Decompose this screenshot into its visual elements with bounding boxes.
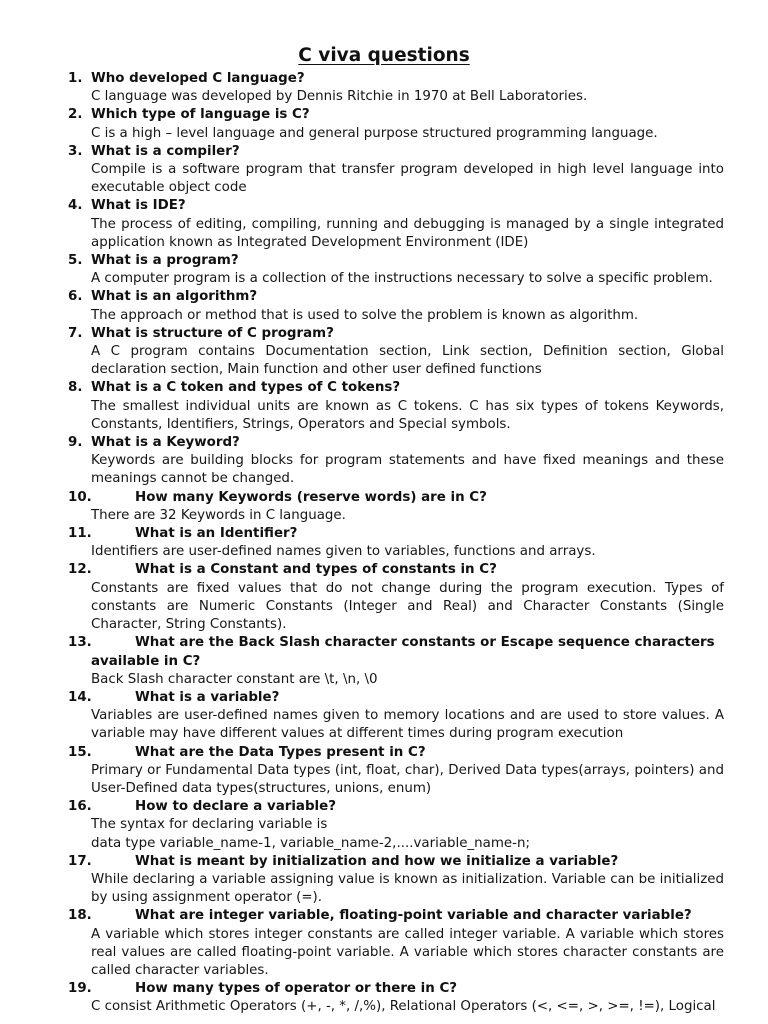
answer-text: C consist Arithmetic Operators (+, -, *, /,%), Relational Operators (<, <=, >, >=, !=), Logical — [91, 999, 716, 1015]
answer-text: The syntax for declaring variable is — [91, 817, 328, 833]
question-text: How to declare a variable? — [135, 799, 336, 815]
question-item — [0, 634, 768, 689]
question-item — [0, 379, 768, 434]
answer-text: The smallest individual units are known as C tokens. C has six types of tokens Keywords, Constants, Identifiers, Strings, Operators and Special symbols. — [91, 398, 724, 432]
question-heading — [0, 325, 768, 343]
question-text: What is a program? — [91, 253, 239, 269]
question-number: 6. — [68, 289, 83, 305]
question-heading — [0, 525, 768, 543]
question-number: 11. — [68, 526, 92, 542]
question-text: What is a Keyword? — [91, 435, 240, 451]
answer-text: A computer program is a collection of the instructions necessary to solve a specific problem. — [91, 271, 713, 287]
question-text: What is an algorithm? — [91, 289, 258, 305]
question-item — [0, 197, 768, 252]
question-item — [0, 288, 768, 324]
question-number: 5. — [68, 253, 83, 269]
question-text: How many types of operator or there in C? — [135, 981, 458, 997]
question-item — [0, 853, 768, 908]
question-number: 12. — [68, 562, 92, 578]
question-number: 19. — [68, 981, 92, 997]
question-text: What is a variable? — [135, 689, 280, 705]
answer-text: data type variable_name-1, variable_name-2,....variable_name-n; — [91, 835, 530, 851]
answer-text: Variables are user-defined names given to memory locations and are used to store values. A variable may have different values at different times during program execution — [91, 708, 724, 742]
answer-text: There are 32 Keywords in C language. — [91, 507, 346, 523]
question-item — [0, 525, 768, 561]
question-item — [0, 143, 768, 198]
question-number: 4. — [68, 198, 83, 214]
question-list — [0, 70, 768, 1017]
question-number: 16. — [68, 799, 92, 815]
answer-text: Compile is a software program that transfer program developed in high level language into executable object code — [91, 162, 724, 196]
answer-text: Keywords are building blocks for program statements and have fixed meanings and these meanings cannot be changed. — [91, 453, 724, 487]
question-item — [0, 325, 768, 380]
question-text: What are the Back Slash character constants or Escape sequence characters available in C? — [91, 635, 715, 669]
question-heading — [0, 798, 768, 816]
question-text: What is meant by initialization and how we initialize a variable? — [135, 853, 619, 869]
question-number: 14. — [68, 689, 92, 705]
question-heading — [0, 288, 768, 306]
question-heading — [0, 689, 768, 707]
question-text: What is a C token and types of C tokens? — [91, 380, 401, 396]
question-item — [0, 689, 768, 744]
question-heading — [0, 489, 768, 507]
question-heading — [0, 143, 768, 161]
question-number: 2. — [68, 107, 83, 123]
question-item — [0, 561, 768, 634]
answer-text: The approach or method that is used to solve the problem is known as algorithm. — [91, 307, 639, 323]
answer-text: While declaring a variable assigning value is known as initialization. Variable can be initialized by using assignment operator (=). — [91, 871, 724, 906]
question-heading — [0, 379, 768, 397]
answer-text: A C program contains Documentation section, Link section, Definition section, Global declaration section, Main function and other user defined functions — [91, 344, 724, 378]
question-heading — [0, 980, 768, 998]
question-number: 7. — [68, 325, 83, 341]
question-number: 13. — [68, 635, 92, 651]
question-heading — [0, 907, 768, 925]
question-text: Which type of language is C? — [91, 107, 310, 123]
question-item — [0, 744, 768, 799]
question-number: 10. — [68, 489, 92, 505]
question-heading — [0, 252, 768, 270]
question-item — [0, 434, 768, 489]
question-text: What is a compiler? — [91, 143, 240, 159]
question-heading — [0, 434, 768, 452]
question-text: What are integer variable, floating-point variable and character variable? — [135, 908, 692, 924]
question-text: What is structure of C program? — [91, 325, 334, 341]
question-item — [0, 106, 768, 142]
question-text: How many Keywords (reserve words) are in C? — [135, 489, 487, 505]
question-text: What is a Constant and types of constants in C? — [135, 562, 497, 578]
answer-text: Back Slash character constant are \t, \n, \0 — [91, 671, 378, 687]
question-item — [0, 980, 768, 1016]
question-text: What is IDE? — [91, 198, 186, 214]
document-title: C viva questions — [298, 45, 470, 66]
question-heading — [0, 634, 768, 670]
answer-text: The process of editing, compiling, running and debugging is managed by a single integrated application known as Integrated Development Environment (IDE) — [91, 216, 724, 250]
question-number: 8. — [68, 380, 83, 396]
question-text: What is an Identifier? — [135, 526, 298, 542]
question-number: 18. — [68, 908, 92, 924]
question-number: 3. — [68, 143, 83, 159]
question-item — [0, 489, 768, 525]
question-heading — [0, 197, 768, 215]
answer-text: Constants are fixed values that do not change during the program execution. Types of constants are Numeric Constants (Integer and Real) and Character Constants (Single Character, String Constants). — [91, 580, 724, 633]
question-number: 1. — [68, 71, 83, 86]
question-heading — [0, 853, 768, 871]
question-text: What are the Data Types present in C? — [135, 744, 426, 760]
answer-text: A variable which stores integer constants are called integer variable. A variable which stores real values are called floating-point variable. A variable which stores character constants are called character variables. — [91, 926, 724, 978]
answer-text: C language was developed by Dennis Ritchie in 1970 at Bell Laboratories. — [91, 89, 588, 105]
question-item — [0, 907, 768, 980]
answer-text: Primary or Fundamental Data types (int, float, char), Derived Data types(arrays, pointers) and User-Defined data types(structures, unions, enum) — [91, 762, 724, 796]
answer-text: C is a high – level language and general purpose structured programming language. — [91, 125, 658, 141]
question-heading — [0, 70, 768, 88]
question-heading — [0, 106, 768, 124]
question-number: 17. — [68, 853, 92, 869]
question-item — [0, 252, 768, 288]
question-text: Who developed C language? — [91, 71, 305, 86]
question-item — [0, 70, 768, 106]
question-number: 15. — [68, 744, 92, 760]
question-heading — [0, 561, 768, 579]
question-heading — [0, 744, 768, 762]
answer-text: Identifiers are user-defined names given to variables, functions and arrays. — [91, 544, 596, 560]
question-number: 9. — [68, 435, 83, 451]
question-item — [0, 798, 768, 853]
